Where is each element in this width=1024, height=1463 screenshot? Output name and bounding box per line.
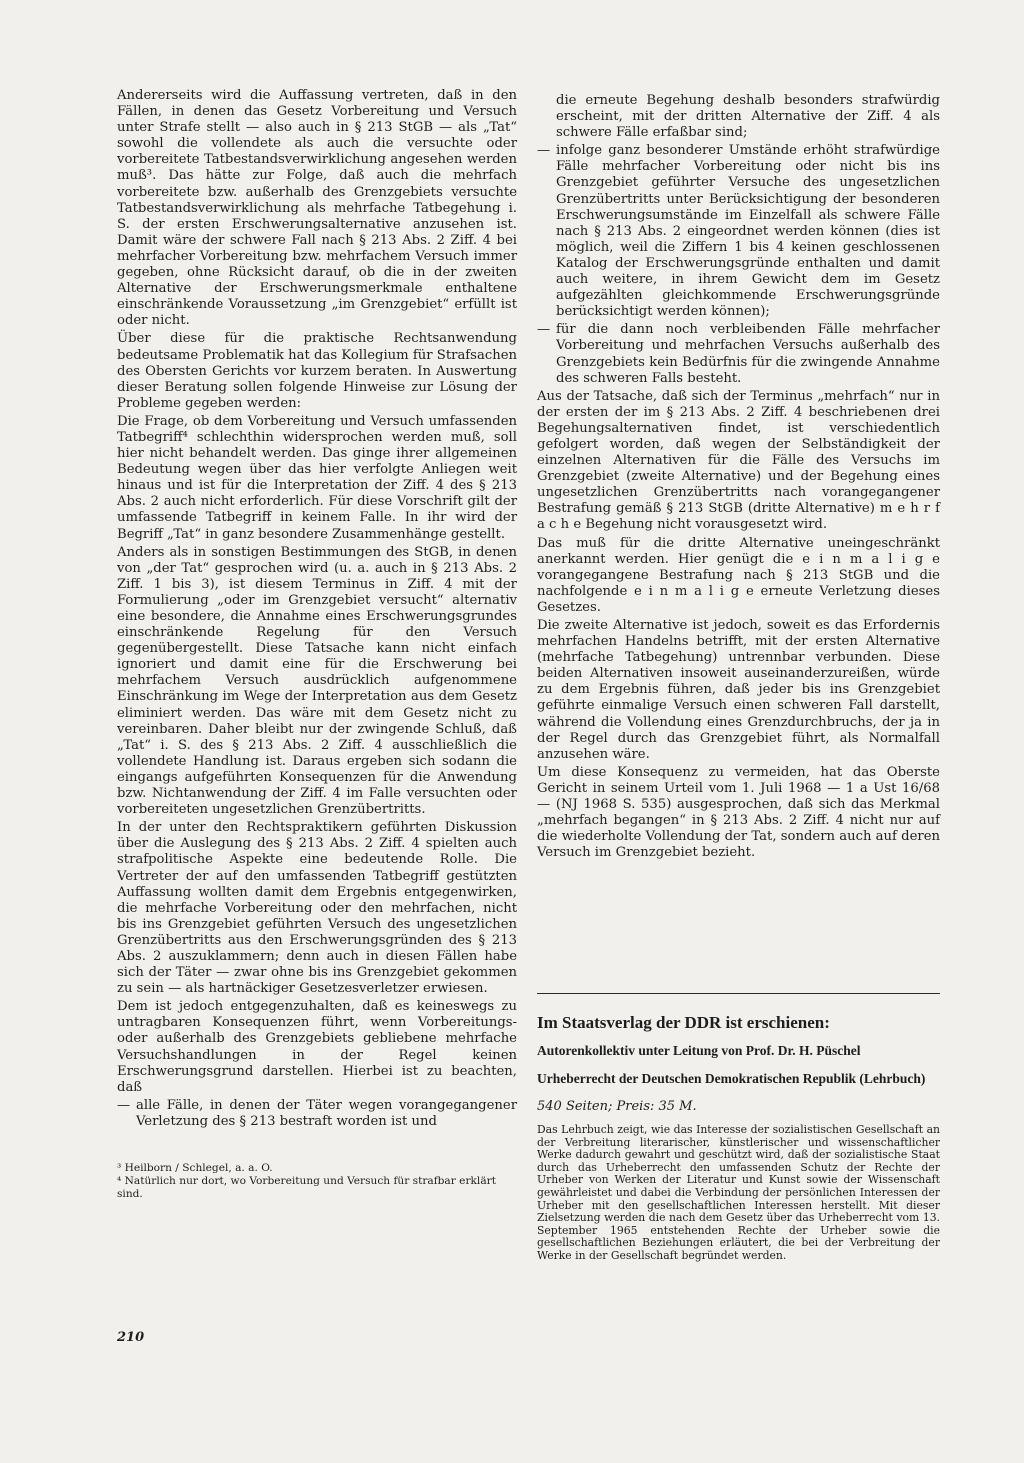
dash-bullet: — (537, 322, 551, 338)
dash-list-item (537, 143, 940, 320)
dash-bullet: — (537, 143, 551, 159)
list-item-text: alle Fälle, in denen der Täter wegen vorangegangener Verletzung des § 213 bestraft worden ist und (136, 1097, 517, 1129)
paragraph: Die Frage, ob dem Vorbereitung und Versuch umfassenden Tatbegriff⁴ schlechthin widersprochen werden muß, soll hier nicht behandelt werden. Das ginge ihrer allgemeinen Bedeutung wegen über das hier verfolgte Anliegen weit hinaus und ist für die Interpretation der Ziff. 4 des § 213 Abs. 2 auch nicht erforderlich. Für diese Vorschrift gilt der umfassende Tatbegriff in keinem Falle. In ihr wird der Begriff „Tat“ in ganz besondere Zusammenhänge gestellt. (117, 413, 517, 542)
section-divider (537, 993, 940, 994)
paragraph: Um diese Konsequenz zu vermeiden, hat das Oberste Gericht in seinem Urteil vom 1. Juli 1968 — 1 a Ust 16/68 — (NJ 1968 S. 535) ausgesprochen, daß sich das Merkmal „mehrfach begangen“ in § 213 Abs. 2 Ziff. 4 nicht nur auf die wiederholte Vollendung der Tat, sondern auch auf deren Versuch im Grenzgebiet bezieht. (537, 764, 940, 861)
list-item-text: für die dann noch verbleibenden Fälle mehrfacher Vorbereitung und mehrfachen Versuchs außerhalb des Grenzgebiets kein Bedürfnis für die zwingende Annahme des schweren Falls besteht. (556, 322, 940, 386)
book-description: Das Lehrbuch zeigt, wie das Interesse der sozialistischen Gesellschaft an der Verbreitung literarischer, künstlerischer und wissenschaftlicher Werke dadurch gewahrt und geschützt wird, daß der sozialistische Staat durch das Urheberrecht den umfassenden Schutz der Rechte der Urheber von Werken der Literatur und Kunst sowie der Wissenschaft gewährleistet und dabei die Verbindung der persönlichen Interessen der Urheber mit den gesellschaftlichen Interessen herstellt. Mit dieser Zielsetzung werden die nach dem Gesetz über das Urheberrecht vom 13. September 1965 entstehenden Rechte der Urheber sowie die gesellschaftlichen Beziehungen erläutert, die bei der Verbreitung der Werke in der Gesellschaft begründet werden. (537, 1123, 940, 1262)
announcement-heading: Im Staatsverlag der DDR ist erschienen: (537, 1013, 830, 1032)
book-pages-price: 540 Seiten; Preis: 35 M. (537, 1099, 697, 1114)
list-item-text: infolge ganz besonderer Umstände erhöht strafwürdige Fälle mehrfacher Vorbereitung oder nicht bis ins Grenzgebiet geführter Versuche des ungesetzlichen Grenzübertritts unter Berücksichtigung der besonderen Erschwerungsumstände im Einzelfall als schwere Fälle nach § 213 Abs. 2 eingeordnet werden können (dies ist möglich, weil die Ziffern 1 bis 4 keinen geschlossenen Katalog der Erschwerungsgründe enthalten und damit auch weitere, in ihrem Gewicht dem im Gesetz aufgezählten gleichkommende Erschwerungsgründe berücksichtigt werden können); (556, 143, 940, 320)
paragraph: Anders als in sonstigen Bestimmungen des StGB, in denen von „der Tat“ gesprochen wird (u. a. auch in § 213 Abs. 2 Ziff. 1 bis 3), ist diesem Terminus in Ziff. 4 mit der Formulierung „oder im Grenzgebiet versucht“ alternativ eine besondere, die Annahme eines Erschwerungsgrundes einschränkende Regelung für den Versuch gegenübergestellt. Diese Tatsache kann nicht einfach ignoriert und damit eine für die Erschwerung bei mehrfachem Versuch ausdrücklich aufgenommene Einschränkung im Wege der Interpretation aus dem Gesetz eliminiert werden. Das wäre mit dem Gesetz nicht zu vereinbaren. Daher bleibt nur der zwingende Schluß, daß „Tat“ i. S. des § 213 Abs. 2 Ziff. 4 ausschließlich die vollendete Handlung ist. Daraus ergeben sich sodann die eingangs aufgeführten Konsequenzen für die Anwendung bzw. Nichtanwendung der Ziff. 4 im Falle versuchten oder vorbereiteten ungesetzlichen Grenzübertritts. (117, 544, 517, 818)
book-title: Urheberrecht der Deutschen Demokratischen Republik (Lehrbuch) (537, 1071, 926, 1086)
paragraph: Über diese für die praktische Rechtsanwendung bedeutsame Problematik hat das Kollegium für Strafsachen des Obersten Gerichts vor kurzem beraten. In Auswertung dieser Beratung sollen folgende Hinweise zur Lösung der Probleme gegeben werden: (117, 331, 517, 411)
dash-list-item (117, 1098, 517, 1130)
left-column (117, 88, 517, 1201)
book-authors: Autorenkollektiv unter Leitung von Prof. Dr. H. Püschel (537, 1043, 861, 1058)
footnotes (117, 1162, 517, 1201)
dash-list-item (537, 322, 940, 386)
right-column (537, 93, 940, 861)
page-number: 210 (117, 1330, 145, 1345)
paragraph: In der unter den Rechtspraktikern geführten Diskussion über die Auslegung des § 213 Abs. 2 Ziff. 4 spielten auch strafpolitische Aspekte eine bedeutende Rolle. Die Vertreter der auf den umfassenden Tatbegriff gestützten Auffassung wollten damit dem Ergebnis entgegenwirken, die mehrfache Vorbereitung oder den mehrfachen, nicht bis ins Grenzgebiet geführten Versuch des ungesetzlichen Grenzübertritts aus den Erschwerungsgründen des § 213 Abs. 2 auszuklammern; denn auch in diesen Fällen habe sich der Täter — zwar ohne bis ins Grenzgebiet gekommen zu sein — als hartnäckiger Gesetzesverletzer erwiesen. (117, 820, 517, 997)
paragraph: Das muß für die dritte Alternative uneingeschränkt anerkannt werden. Hier genügt die e i n m a l i g e vorangegangene Bestrafung nach § 213 StGB und die nachfolgende e i n m a l i g e erneute Verletzung dieses Gesetzes. (537, 535, 940, 615)
paragraph: Aus der Tatsache, daß sich der Terminus „mehrfach“ nur in der ersten der im § 213 Abs. 2 Ziff. 4 beschriebenen drei Begehungsalternativen findet, ist verschiedentlich gefolgert worden, daß wegen der Selbständigkeit der einzelnen Alternativen für die Fälle des Versuchs im Grenzgebiet (zweite Alternative) und der Begehung eines ungesetzlichen Grenzübertritts nach vorangegangener Bestrafung gemäß § 213 StGB (dritte Alternative) m e h r f a c h e Begehung nicht vorausgesetzt wird. (537, 388, 940, 533)
paragraph: Andererseits wird die Auffassung vertreten, daß in den Fällen, in denen das Gesetz Vorbereitung und Versuch unter Strafe stellt — also auch in § 213 StGB — als „Tat“ sowohl die vollendete als auch die versuchte oder vorbereitete Tatbestandsverwirklichung angesehen werden muß³. Das hätte zur Folge, daß auch die mehrfach vorbereitete bzw. außerhalb des Grenzgebiets versuchte Tatbestandsverwirklichung als mehrfache Tatbegehung i. S. der ersten Erschwerungsalternative anzusehen ist. Damit wäre der schwere Fall nach § 213 Abs. 2 Ziff. 4 bei mehrfacher Vorbereitung bzw. mehrfachem Versuch immer gegeben, ohne Rücksicht darauf, ob die in der zweiten Alternative der Erschwerungsmerkmale enthaltene einschränkende Voraussetzung „im Grenzgebiet“ erfüllt ist oder nicht. (117, 88, 517, 329)
footnote: ³ Heilborn / Schlegel, a. a. O. (117, 1162, 273, 1174)
publisher-announcement (537, 1013, 940, 1263)
list-item-continuation: die erneute Begehung deshalb besonders strafwürdig erscheint, mit der dritten Alternative der Ziff. 4 als schwere Fälle erfaßbar sind; (556, 93, 940, 141)
paragraph: Dem ist jedoch entgegenzuhalten, daß es keineswegs zu untragbaren Konsequenzen führt, wenn Vorbereitungs- oder außerhalb des Grenzgebiets gebliebene mehrfache Versuchshandlungen in der Regel keinen Erschwerungsgrund darstellen. Hierbei ist zu beachten, daß (117, 999, 517, 1095)
footnote: ⁴ Natürlich nur dort, wo Vorbereitung und Versuch für strafbar erklärt sind. (117, 1175, 496, 1200)
paragraph: Die zweite Alternative ist jedoch, soweit es das Erfordernis mehrfachen Handelns betrifft, mit der ersten Alternative (mehrfache Tatbegehung) untrennbar verbunden. Diese beiden Alternativen insoweit auseinanderzureißen, würde zu dem Ergebnis führen, daß jeder bis ins Grenzgebiet geführte einmalige Versuch einen schweren Fall darstellt, während die Vollendung eines Grenzdurchbruchs, der ja in der Regel durch das Grenzgebiet führt, als Normalfall anzusehen wäre. (537, 618, 940, 762)
dash-bullet: — (117, 1097, 131, 1113)
